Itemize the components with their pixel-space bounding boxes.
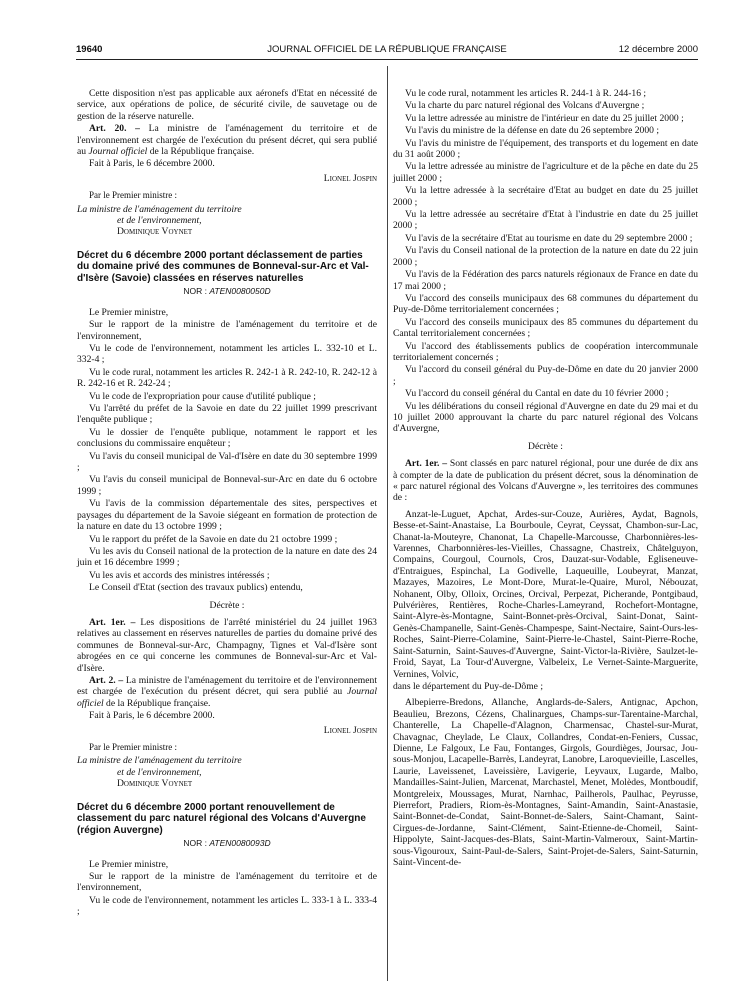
considerant-paragraph: Vu le code de l'expropriation pour cause d'utilité publique ; <box>89 390 316 402</box>
article-20-label: Art. 20. – <box>89 123 140 135</box>
issue-date: 12 décembre 2000 <box>618 44 698 55</box>
considerant-paragraph: Vu la lettre adressée à la secrétaire d'Etat au budget en date du 25 juillet 2000 ; <box>393 185 698 208</box>
considerant-paragraph: Vu les avis du Conseil national de la protection de la nature en date des 24 juin et 16 décembre 1999 ; <box>77 545 377 569</box>
considerant-paragraph: Vu l'accord du conseil général du Cantal en date du 10 février 2000 ; <box>405 388 669 400</box>
considerant-paragraph: Vu l'avis du conseil municipal de Bonneval-sur-Arc en date du 6 octobre 1999 ; <box>77 474 377 497</box>
fait-a-paris-1: Fait à Paris, le 6 décembre 2000. <box>89 158 215 170</box>
decree-1-article-1 <box>77 617 377 674</box>
minister-line-1a: La ministre de l'aménagement du territoire <box>77 203 242 215</box>
decrete-2: Décrète : <box>528 440 563 452</box>
minister-line-2a: La ministre de l'aménagement du territoire <box>77 755 242 767</box>
decrete-1: Décrète : <box>209 599 245 611</box>
considerant-paragraph: Vu le rapport du préfet de la Savoie en date du 21 octobre 1999 ; <box>89 533 338 545</box>
considerant-paragraph: Vu le code de l'environnement, notamment les articles L. 332-10 et L. 332-4 ; <box>77 343 377 366</box>
par-premier-ministre-1: Par le Premier ministre : <box>89 190 177 201</box>
decree-2-article-1-text: Sont classés en parc naturel régional, pour une durée de dix ans à compter de la date de publication du présent décret, sous la dénomination de « parc naturel régional des Volcans d'Auvergne », les territoires des communes de : <box>393 458 698 504</box>
considerant-paragraph: Le Premier ministre, <box>89 306 169 318</box>
considerant-paragraph: Vu l'accord du conseil général du Puy-de-Dôme en date du 20 janvier 2000 ; <box>393 364 698 387</box>
decree-2-nor-value: ATEN0080093D <box>209 838 271 849</box>
considerant-paragraph: Vu l'avis de la secrétaire d'Etat au tourisme en date du 29 septembre 2000 ; <box>405 232 693 244</box>
decree-1-article-2-label: Art. 2. – <box>89 674 124 686</box>
decree-2-considerants-continued <box>393 88 698 435</box>
decree-1-article-2-end: de la République française. <box>103 697 211 709</box>
considerant-paragraph: Vu le code de l'environnement, notamment les articles L. 333-1 à L. 333-4 ; <box>77 894 377 918</box>
considerant-paragraph: Vu l'avis de la Fédération des parcs naturels régionaux de France en date du 17 mai 2000 ; <box>393 269 698 292</box>
minister-line-2b: et de l'environnement, <box>117 766 202 778</box>
decree-2-considerants <box>77 859 377 918</box>
considerant-paragraph: Vu la charte du parc naturel régional des Volcans d'Auvergne ; <box>405 100 645 112</box>
right-column <box>393 88 698 869</box>
header-rule <box>76 59 698 60</box>
considerant-paragraph: Vu le code rural, notamment les articles R. 244-1 à R. 244-16 ; <box>405 88 647 99</box>
decree-1-nor-label: NOR : <box>183 286 210 297</box>
considerant-paragraph: Sur le rapport de la ministre de l'aménagement du territoire et de l'environnement, <box>77 319 377 342</box>
page-number: 19640 <box>76 44 103 55</box>
signature-2: Lionel Jospin <box>323 724 377 736</box>
considerant-paragraph: Vu la lettre adressée au secrétaire d'Etat à l'industrie en date du 25 juillet 2000 ; <box>393 209 698 232</box>
considerant-paragraph: Vu l'avis du ministre de la défense en date du 26 septembre 2000 ; <box>405 125 659 137</box>
decree-1-article-2-text: La ministre de l'aménagement du territoire et de l'environnement est chargée de l'exécution du présent décret, qui sera publié au <box>77 674 377 698</box>
decree-1-title: Décret du 6 décembre 2000 portant déclassement de parties du domaine privé des communes de Bonneval-sur-Arc et Val-d'Isère (Savoie) classées en réserves naturelles <box>77 249 369 284</box>
considerant-paragraph: Vu l'avis du conseil municipal de Val-d'Isère en date du 30 septembre 1999 ; <box>77 450 377 474</box>
considerant-paragraph: Vu la lettre adressée au ministre de l'intérieur en date du 25 juillet 2000 ; <box>405 112 684 124</box>
departement-puy-de-dome: dans le département du Puy-de-Dôme ; <box>393 680 543 692</box>
considerant-paragraph: Vu l'accord des conseils municipaux des 68 communes du département du Puy-de-Dôme territorialement concernées ; <box>393 292 698 316</box>
decree-1-considerants <box>77 307 377 594</box>
decree-1-nor-value: ATEN0080050D <box>209 286 271 297</box>
article-20 <box>77 123 377 157</box>
decree-2-nor <box>77 838 377 849</box>
considerant-paragraph: Vu la lettre adressée au ministre de l'agriculture et de la pêche en date du 25 juillet 2000 ; <box>393 161 698 184</box>
signature-1: Lionel Jospin <box>323 172 377 184</box>
journal-officiel-ref: Journal officiel <box>88 146 148 158</box>
considerant-paragraph: Sur le rapport de la ministre de l'aménagement du territoire et de l'environnement, <box>77 870 377 894</box>
left-column <box>77 88 377 919</box>
fait-a-paris-2: Fait à Paris, le 6 décembre 2000. <box>89 710 215 722</box>
decree-1-article-1-label: Art. 1er. – <box>89 616 136 628</box>
minister-line-1b: et de l'environnement, <box>117 215 202 227</box>
considerant-paragraph: Vu l'avis du Conseil national de la protection de la nature en date du 22 juin 2000 ; <box>393 245 698 268</box>
considerant-paragraph: Vu le dossier de l'enquête publique, notamment le rapport et les conclusions du commissaire enquêteur ; <box>77 426 377 450</box>
minister-name-1: Dominique Voynet <box>117 226 193 238</box>
journal-title: JOURNAL OFFICIEL DE LA RÉPUBLIQUE FRANÇAISE <box>267 44 507 55</box>
communes-puy-de-dome: Anzat-le-Luguet, Apchat, Ardes-sur-Couze, Aurières, Aydat, Bagnols, Besse-et-Saint-Anastaise, La Bourboule, Ceyrat, Ceyssat, Chambon-sur-Lac, Chanat-la-Mouteyre, Chanonat, La Chapelle-Marcousse, Charbonnières-les-Varennes, Charbonnières-les-Vieilles, Chassagne, Chastreix, Châtelguyon, Compains, Courgoul, Cournols, Cros, Dauzat-sur-Vodable, Egliseneuve-d'Entraigues, Espinchal, La Godivelle, Laqueuille, Loubeyrat, Manzat, Mazayes, Mazoires, Le Mont-Dore, Murat-le-Quaire, Murol, Nébouzat, Nohanent, Olby, Olloix, Orcines, Orcival, Perpezat, Picherande, Pontgibaud, Pulvérières, Rentières, Roche-Charles-Lameyrand, Rochefort-Montagne, Saint-Alyre-ès-Montagne, Saint-Bonnet-près-Orcival, Saint-Donat, Saint-Genès-Champanelle, Saint-Genès-Champespe, Saint-Nectaire, Saint-Ours-les-Roches, Saint-Pierre-Colamine, Saint-Pierre-le-Chastel, Saint-Pierre-Roche, Saint-Saturnin, Saint-Sauves-d'Auvergne, Saint-Victor-la-Rivière, Saulzet-le-Froid, Sayat, La Tour-d'Auvergne, Valbeleix, Le Vernet-Sainte-Marguerite, Vernines, Volvic, <box>393 508 698 680</box>
considerant-paragraph: Le Conseil d'Etat (section des travaux publics) entendu, <box>89 582 303 594</box>
considerant-paragraph: Le Premier ministre, <box>89 858 169 870</box>
considerant-paragraph: Vu les avis et accords des ministres intéressés ; <box>89 569 270 581</box>
communes-cantal: Albepierre-Bredons, Allanche, Anglards-de-Salers, Antignac, Apchon, Beaulieu, Brezons, Cézens, Chalinargues, Champs-sur-Tarentaine-Marchal, Chanterelle, La Chapelle-d'Alagnon, Charmensac, Chastel-sur-Murat, Chavagnac, Cheylade, Le Claux, Collandres, Condat-en-Feniers, Cussac, Dienne, Le Falgoux, Le Fau, Fontanges, Girgols, Gourdièges, Joursac, Jou-sous-Monjou, Lacapelle-Barrès, Landeyrat, Lanobre, Laroquevieille, Lascelles, Laurie, Laveissenet, Laveissière, Lavigerie, Leyvaux, Lugarde, Malbo, Mandailles-Saint-Julien, Marcenat, Marchastel, Menet, Molèdes, Montboudif, Montgreleix, Moussages, Murat, Narnhac, Pailherols, Paulhac, Peyrusse, Pierrefort, Pradiers, Riom-ès-Montagnes, Saint-Amandin, Saint-Anastasie, Saint-Bonnet-de-Condat, Saint-Bonnet-de-Salers, Saint-Chamant, Saint-Cirgues-de-Jordanne, Saint-Clément, Saint-Etienne-de-Chomeil, Saint-Hippolyte, Saint-Jacques-des-Blats, Saint-Martin-Valmeroux, Saint-Martin-sous-Vigouroux, Saint-Paul-de-Salers, Saint-Projet-de-Salers, Saint-Saturnin, Saint-Vincent-de- <box>393 697 699 868</box>
minister-name-2: Dominique Voynet <box>117 778 193 790</box>
intro-paragraph: Cette disposition n'est pas applicable aux aéronefs d'Etat en nécessité de service, aux opérations de police, de sécurité civile, de sauvetage ou de gestion de la réserve naturelle. <box>77 88 377 122</box>
decree-2-article-1 <box>393 458 698 504</box>
journal-officiel-ref-2: Journal officiel <box>77 686 377 709</box>
considerant-paragraph: Vu les délibérations du conseil régional d'Auvergne en date du 29 mai et du 10 juillet 2000 approuvant la charte du parc naturel régional des Volcans d'Auvergne, <box>393 400 698 435</box>
considerant-paragraph: Vu l'avis du ministre de l'équipement, des transports et du logement en date du 31 août 2000 ; <box>393 137 698 161</box>
considerant-paragraph: Vu l'accord des établissements publics de coopération intercommunale territorialement concernés ; <box>393 340 698 363</box>
article-20-end: de la République française. <box>147 146 255 158</box>
considerant-paragraph: Vu l'accord des conseils municipaux des 85 communes du département du Cantal territorialement concernées ; <box>393 316 698 340</box>
decree-1-article-2 <box>77 675 377 709</box>
decree-2-nor-label: NOR : <box>183 838 210 849</box>
article-20-text: La ministre de l'aménagement du territoire et de l'environnement est chargée de l'exécution du présent décret, qui sera publié au <box>77 123 377 158</box>
page-header <box>76 44 698 58</box>
decree-1-nor <box>77 286 377 297</box>
decree-2-title: Décret du 6 décembre 2000 portant renouvellement de classement du parc naturel régional des Volcans d'Auvergne (région Auvergne) <box>77 801 366 836</box>
considerant-paragraph: Vu l'avis de la commission départementale des sites, perspectives et paysages du département de la Savoie siégeant en formation de protection de la nature en date du 13 octobre 1999 ; <box>77 498 377 533</box>
column-separator <box>387 66 388 981</box>
considerant-paragraph: Vu l'arrêté du préfet de la Savoie en date du 22 juillet 1999 prescrivant l'enquête publique ; <box>77 403 377 426</box>
decree-2-article-1-label: Art. 1er. – <box>405 458 448 470</box>
par-premier-ministre-2: Par le Premier ministre : <box>89 742 177 752</box>
decree-1-article-1-text: Les dispositions de l'arrêté ministériel du 24 juillet 1963 relatives au classement en réserves naturelles de parties du domaine privé des communes de Bonneval-sur-Arc, Champagny, Tignes et Val-d'Isère sont abrogées en ce qui concerne les communes de Bonneval-sur-Arc et Val-d'Isère. <box>77 616 377 674</box>
considerant-paragraph: Vu le code rural, notamment les articles R. 242-1 à R. 242-10, R. 242-12 à R. 242-16 et R. 242-24 ; <box>77 366 377 390</box>
